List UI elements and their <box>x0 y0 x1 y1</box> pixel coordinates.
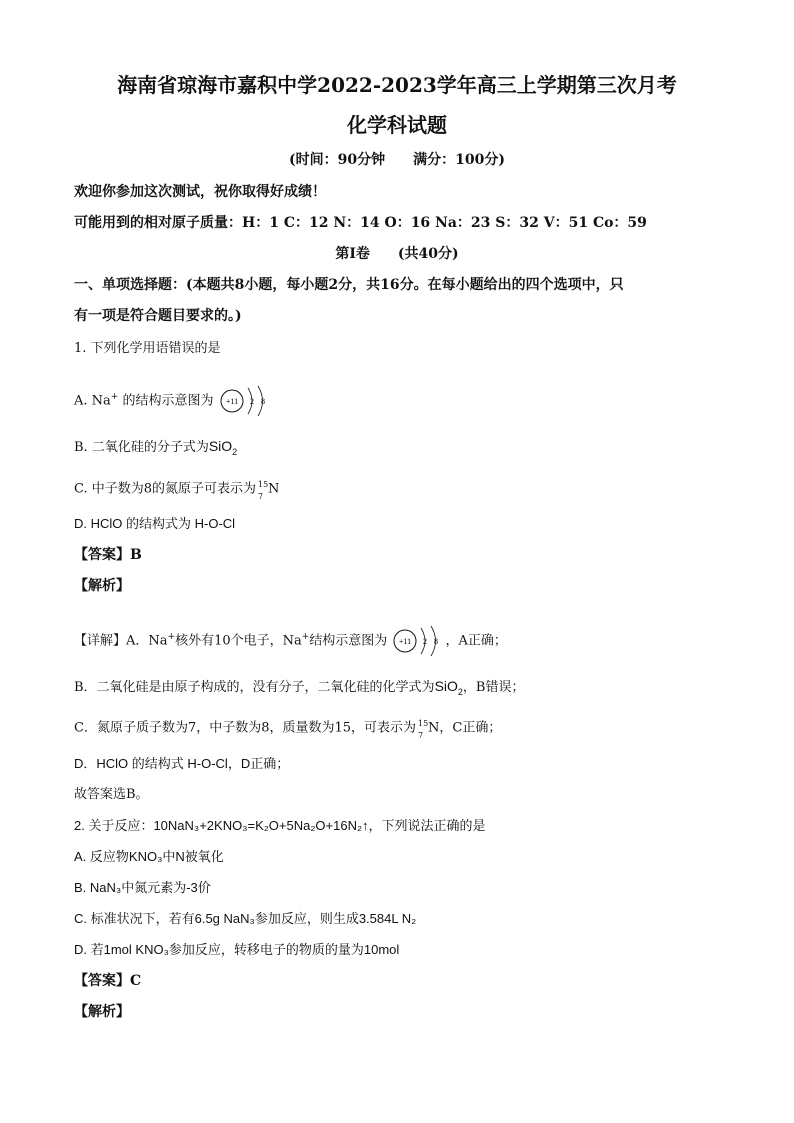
q1-detail-a-3: 结构示意图为 <box>309 633 388 649</box>
atom-shell1-label-detail: 2 <box>423 637 428 646</box>
atom-shell2-label-detail: 8 <box>434 637 439 646</box>
q1-detail-c <box>74 717 501 739</box>
q1-detail-c-2: ，C正确； <box>439 720 502 736</box>
q1-detail-b-2: ，B错误； <box>462 680 525 695</box>
q2-answer: 【答案】C <box>74 973 142 989</box>
q1-answer: 【答案】B <box>74 547 142 563</box>
q2-option-b: B. NaN₃中氮元素为-3价 <box>74 880 211 895</box>
q1-option-a <box>74 384 272 418</box>
q1-detail-a-charge1: + <box>167 632 176 643</box>
q2-analysis-label: 【解析】 <box>74 1004 130 1020</box>
q2-option-c: C. 标准状况下，若有6.5g NaN₃参加反应，则生成3.584L N₂ <box>74 911 417 926</box>
sio2-formula <box>208 438 238 457</box>
atomic-masses: 可能用到的相对原子质量：H：1 C：12 N：14 O：16 Na：23 S：32 V：51 Co：59 <box>74 215 647 231</box>
q1-option-a-text: 的结构示意图为 <box>118 393 214 409</box>
atom-nucleus-label: +11 <box>225 397 238 406</box>
sio2-main-detail: SiO <box>434 678 458 694</box>
q1-detail-d: D．HClO 的结构式 H-O-Cl，D正确； <box>74 756 290 771</box>
q1-detail-b <box>74 677 524 701</box>
q2-option-d: D. 若1mol KNO₃参加反应，转移电子的物质的量为10mol <box>74 942 400 957</box>
q1-option-b-text: B. 二氧化硅的分子式为 <box>74 440 209 455</box>
sodium-ion-diagram-detail-icon <box>391 624 445 658</box>
sodium-ion-diagram-icon <box>218 384 272 418</box>
q1-conclusion: 故答案选B。 <box>74 787 149 802</box>
nuclide-notation <box>256 478 268 500</box>
nuclide-atomic: 7 <box>258 492 264 501</box>
exam-meta: (时间：90分钟 满分：100分) <box>289 152 505 168</box>
q2-option-a: A. 反应物KNO₃中N被氧化 <box>74 849 224 864</box>
q1-option-c-text: C. 中子数为8的氮原子可表示为 <box>74 481 257 497</box>
q1-stem: 1. 下列化学用语错误的是 <box>74 341 221 356</box>
welcome-text: 欢迎你参加这次测试，祝你取得好成绩！ <box>74 184 326 200</box>
nuclide-symbol-detail: N <box>428 720 440 736</box>
q1-detail-a-1: 【详解】A．Na <box>74 633 168 649</box>
q1-option-c <box>74 478 279 500</box>
q1-detail-b-1: B．二氧化硅是由原子构成的，没有分子，二氧化硅的化学式为 <box>74 680 435 695</box>
q1-analysis-label: 【解析】 <box>74 578 130 594</box>
section-instructions-1: 一、单项选择题：(本题共8小题，每小题2分，共16分。在每小题给出的四个选项中，只 <box>74 277 624 293</box>
q1-option-b <box>74 437 237 461</box>
q1-option-d: D. HClO 的结构式为 H-O-Cl <box>74 516 236 531</box>
sio2-sub-detail: 2 <box>457 686 463 697</box>
atom-shell2-label: 8 <box>260 397 265 406</box>
q1-detail-c-1: C．氮原子质子数为7，中子数为8，质量数为15，可表示为 <box>74 720 417 736</box>
nuclide-symbol: N <box>268 481 280 497</box>
volume-heading: 第Ⅰ卷 (共40分) <box>335 246 459 262</box>
nuclide-mass: 15 <box>258 480 269 489</box>
sio2-main: SiO <box>208 438 233 454</box>
atom-shell1-label: 2 <box>249 397 254 406</box>
q1-option-a-charge: + <box>110 392 119 403</box>
nuclide-mass-detail: 15 <box>418 719 429 728</box>
sio2-sub: 2 <box>232 446 238 457</box>
atom-nucleus-label-detail: +11 <box>399 637 412 646</box>
nuclide-atomic-detail: 7 <box>418 731 424 740</box>
q1-detail-a-charge2: + <box>301 632 310 643</box>
q1-detail-a <box>74 624 507 658</box>
q1-option-a-prefix: A. Na <box>74 393 111 409</box>
nuclide-notation-detail <box>416 717 428 739</box>
section-instructions-2: 有一项是符合题目要求的。) <box>74 308 242 324</box>
q1-detail-a-4: ，A正确； <box>445 633 507 649</box>
sio2-formula-detail <box>434 678 463 697</box>
exam-title: 海南省琼海市嘉积中学2022-2023学年高三上学期第三次月考 <box>117 73 677 97</box>
exam-subtitle: 化学科试题 <box>347 113 447 137</box>
q1-detail-a-2: 核外有10个电子，Na <box>175 633 302 649</box>
q2-stem: 2. 关于反应：10NaN₃+2KNO₃=K₂O+5Na₂O+16N₂↑，下列说法正确的是 <box>74 818 486 833</box>
